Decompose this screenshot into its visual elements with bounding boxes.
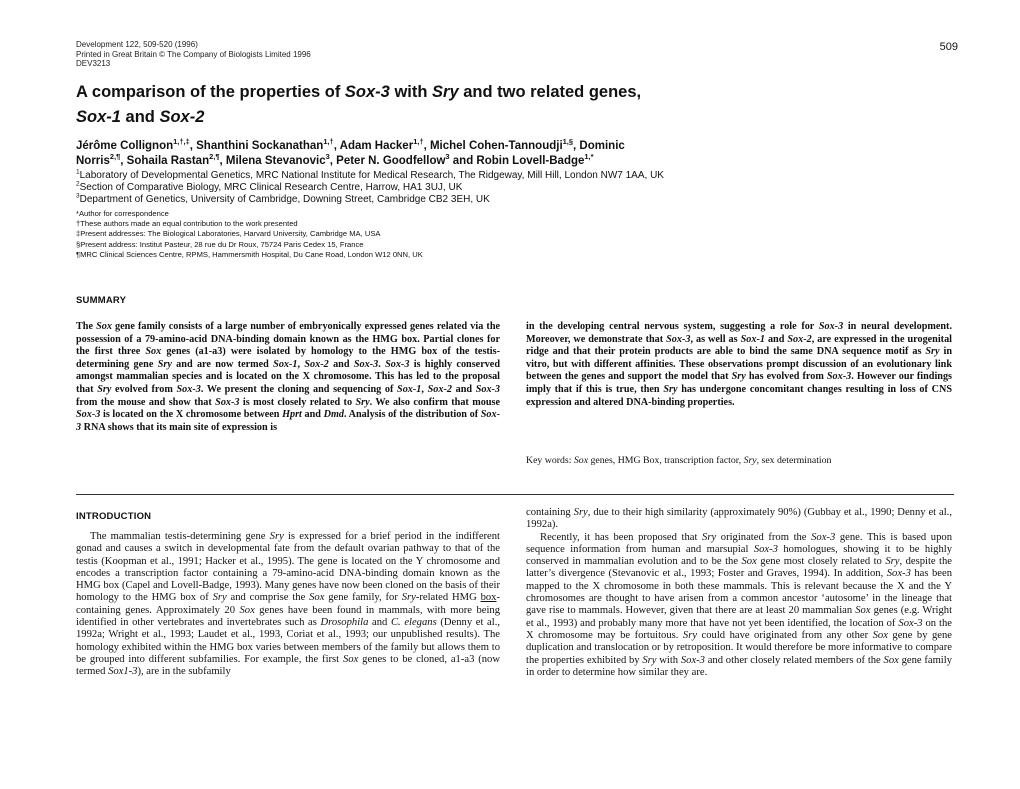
article-title	[76, 80, 946, 130]
author-name: , Peter N. Goodfellow	[329, 155, 446, 167]
keywords-label: Key words:	[526, 455, 574, 466]
title-gene: Sox-2	[159, 108, 205, 126]
footnote-mark: §	[76, 239, 81, 249]
author-name: Jérôme Collignon	[76, 140, 174, 152]
affiliation-mark: 1	[76, 168, 80, 176]
footnote-item	[76, 250, 976, 260]
introduction-heading: INTRODUCTION	[76, 511, 152, 522]
author-list	[76, 139, 956, 169]
affiliation-item	[76, 194, 976, 206]
page-number: 509	[939, 41, 958, 53]
footnote-mark: ¶	[76, 249, 81, 259]
affiliation-mark: 2	[76, 180, 80, 188]
introduction-text-right: containing Sry, due to their high similarity (approximately 90%) (Gubbay et al., 1990; Denny et al., 1992a). Recently, it has been proposed that Sry originated from the Sox-3 gene. This is based upon sequence information from human and marsupial Sox-3 homologues, showing it to be highly conserved in mammalian evolution and to be the Sox gene most closely related to Sry, despite the latter’s divergence (Stevanovic et al., 1993; Foster and Graves, 1994). In addition, Sox-3 has been mapped to the X chromosome in both these mammals. This is relevant because the X and the Y chromosomes are thought to have arisen from a common ancestor ‘autosome’ in the lineage that gave rise to mammals. However, given that there are at least 20 mammalian Sox genes (e.g. Wright et al., 1993) and probably many more that have not yet been identified, the location of Sox-3 on the X chromosome may be fortuitous. Sry could have originated from any other Sox gene by gene duplication and translocation or by retroposition. It would therefore be more informative to compare the properties exhibited by Sry with Sox-3 and other closely related members of the Sox gene family in order to determine how similar they are.	[526, 507, 953, 678]
affiliation-text: Laboratory of Developmental Genetics, MRC National Institute for Medical Research, The Ridgeway, Mill Hill, London NW7 1AA, UK	[79, 170, 664, 181]
affiliations	[76, 170, 976, 206]
footnote-item	[76, 219, 976, 229]
title-text: with	[389, 83, 433, 101]
author-affil-mark: 1,§	[562, 137, 574, 147]
author-affil-mark: 1,†	[413, 137, 424, 147]
summary-text-right: in the developing central nervous system, suggesting a role for Sox-3 in neural development. Moreover, we demonstrate that Sox-3, as well as Sox-1 and Sox-2, are expressed in the urogenital ridge and that their protein products are able to bind the same DNA sequence motif as Sry in vitro, but with different affinities. These observations prompt discussion of an evolutionary link between the genes and support the model that Sry has evolved from Sox-3. However our findings imply that if this is true, then Sry has undergone concomitant changes resulting in loss of CNS expression and altered DNA-binding properties.	[526, 321, 953, 408]
keyword-gene: Sox	[573, 455, 589, 466]
author-affil-mark: 1,†	[323, 137, 334, 147]
footnote-item	[76, 209, 976, 219]
title-gene: Sry	[432, 83, 459, 101]
author-affil-mark: 3	[445, 152, 450, 162]
affiliation-item	[76, 182, 976, 194]
author-name: , Sohaila Rastan	[120, 155, 210, 167]
author-affil-mark: 3	[325, 152, 330, 162]
keywords	[526, 455, 946, 468]
author-affil-mark: 2,¶	[109, 152, 121, 162]
title-gene: Sox-3	[344, 83, 390, 101]
article-code: DEV3213	[76, 59, 111, 68]
keywords-text: genes, HMG Box, transcription factor,	[588, 455, 744, 466]
author-name: , Milena Stevanovic	[219, 155, 326, 167]
affiliation-mark: 3	[76, 192, 80, 200]
footnote-text: Present addresses: The Biological Laboratories, Harvard University, Cambridge MA, USA	[80, 229, 381, 239]
summary-heading: SUMMARY	[76, 295, 127, 306]
author-name: , Michel Cohen-Tannoudji	[423, 140, 563, 152]
title-text: and	[120, 108, 160, 126]
author-name: , Dominic	[573, 140, 625, 152]
affiliation-text: Section of Comparative Biology, MRC Clinical Research Centre, Harrow, HA1 3UJ, UK	[79, 182, 463, 193]
footnote-text: MRC Clinical Sciences Centre, RPMS, Hammersmith Hospital, Du Cane Road, London W12 0NN, UK	[80, 249, 423, 259]
summary-text-left: The Sox gene family consists of a large number of embryonically expressed genes related via the possession of a 79-amino-acid DNA-binding domain known as the HMG box. Partial clones for the first three Sox genes (a1-a3) were isolated by homology to the HMG box of the testis-determining gene Sry and are now termed Sox-1, Sox-2 and Sox-3. Sox-3 is highly conserved amongst mammalian species and is located on the X chromosome. This has led to the proposal that Sry evolved from Sox-3. We present the cloning and sequencing of Sox-1, Sox-2 and Sox-3 from the mouse and show that Sox-3 is most closely related to Sry. We also confirm that mouse Sox-3 is located on the X chromosome between Hprt and Dmd. Analysis of the distribution of Sox-3 RNA shows that its main site of expression is	[76, 321, 501, 433]
author-affil-mark: 1,†,‡	[173, 137, 190, 147]
footnotes	[76, 209, 976, 260]
title-text: and two related genes,	[458, 83, 642, 101]
footnote-mark: ‡	[76, 229, 81, 239]
printed-notice: Printed in Great Britain © The Company of Biologists Limited 1996	[76, 49, 311, 59]
introduction-text-left: The mammalian testis-determining gene Sry is expressed for a brief period in the indifferent gonad and causes a switch in developmental fate from the default ovarian pathway to that of the testis (Koopman et al., 1991; Hacker et al., 1995). The gene is located on the Y chromosome and encodes a transcription factor containing a 79-amino-acid DNA-binding domain known as the HMG box (Capel and Lovell-Badge, 1993). Many genes have now been cloned on the basis of their homology to the HMG box of Sry and comprise the Sox gene family, for Sry-related HMG box-containing genes. Approximately 20 Sox genes have been found in mammals, with more being identified in other vertebrates and invertebrates such as Drosophila and C. elegans (Denny et al., 1992a; Wright et al., 1993; Laudet et al., 1993, Coriat et al., 1993; our unpublished results). The homology exhibited within the HMG box varies between members of the family but allows them to be grouped into different subfamilies. For example, the first Sox genes to be cloned, a1-a3 (now termed Sox1-3), are in the subfamily	[76, 531, 501, 678]
author-name: , Adam Hacker	[333, 140, 414, 152]
footnote-text: Author for correspondence	[78, 209, 169, 218]
keywords-text: , sex determination	[756, 455, 832, 466]
author-name: Norris	[76, 155, 110, 167]
author-affil-mark: 1,*	[584, 152, 594, 162]
footnote-item	[76, 240, 976, 250]
journal-citation: Development 122, 509-520 (1996)	[76, 40, 198, 49]
author-affil-mark: 2,¶	[209, 152, 220, 162]
title-text: A comparison of the properties of	[76, 83, 345, 101]
section-divider	[76, 494, 954, 495]
affiliation-item	[76, 170, 976, 182]
footnote-mark: *	[76, 209, 79, 218]
author-name: , Shanthini Sockanathan	[189, 140, 324, 152]
footnote-text: Present address: Institut Pasteur, 28 rue du Dr Roux, 75724 Paris Cedex 15, France	[80, 239, 364, 249]
author-name: and Robin Lovell-Badge	[449, 155, 585, 167]
keyword-gene: Sry	[743, 455, 757, 466]
footnote-text: These authors made an equal contribution to the work presented	[80, 219, 298, 229]
title-gene: Sox-1	[76, 108, 121, 126]
footnote-mark: †	[76, 219, 81, 229]
journal-header	[76, 40, 311, 69]
footnote-item	[76, 229, 976, 239]
affiliation-text: Department of Genetics, University of Cambridge, Downing Street, Cambridge CB2 3EH, UK	[79, 194, 490, 205]
